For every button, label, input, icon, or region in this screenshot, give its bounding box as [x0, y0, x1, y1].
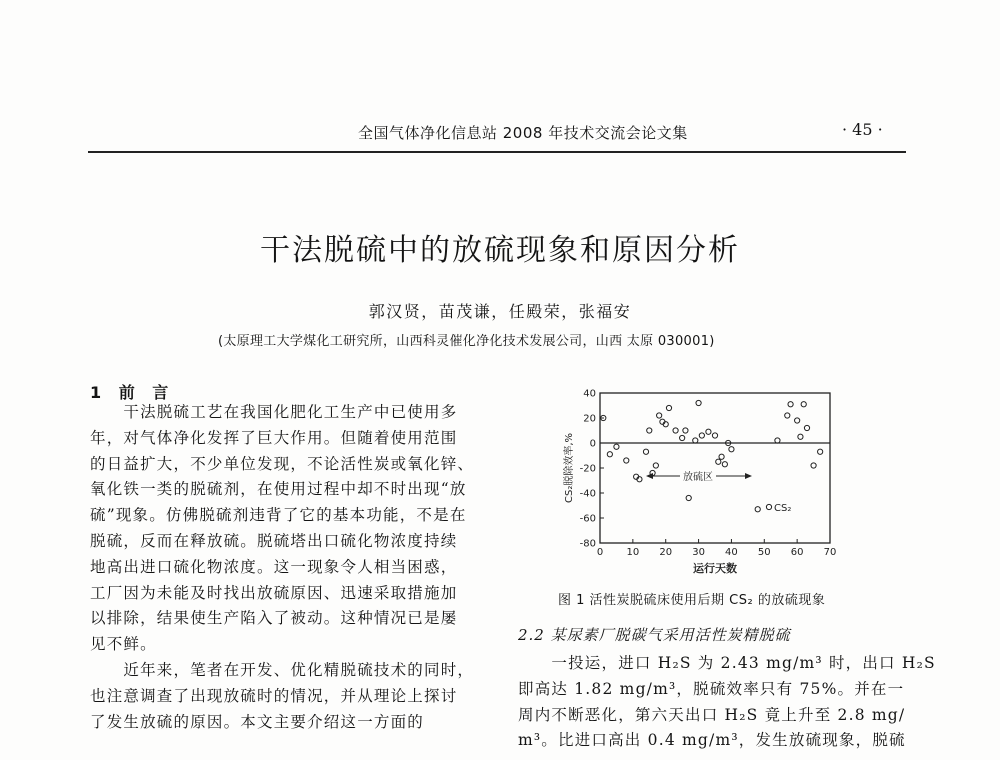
- figure-1-chart: [550, 385, 850, 585]
- annotation-arrowhead-right: [745, 473, 752, 479]
- data-point: [811, 463, 816, 468]
- data-point: [712, 433, 717, 438]
- body-text-left-column: [90, 400, 474, 735]
- x-tick-label: 20: [659, 547, 673, 558]
- x-tick-label: 40: [725, 547, 738, 558]
- section-heading-2-2: 2.2 某尿素厂脱碳气采用活性炭精脱硫: [518, 626, 791, 644]
- data-point: [643, 449, 648, 454]
- section-heading-introduction: 1 前 言: [90, 383, 175, 402]
- x-tick-label: 30: [692, 547, 705, 558]
- data-point: [680, 435, 685, 440]
- data-point: [683, 428, 688, 433]
- data-point: [607, 452, 612, 457]
- legend: [766, 503, 791, 514]
- y-tick-label: 0: [589, 438, 596, 450]
- data-point: [614, 444, 619, 449]
- data-point: [653, 463, 658, 468]
- data-point: [775, 438, 780, 443]
- text-line: 氧化铁一类的脱硫剂，在使用过程中却不时出现“放: [90, 480, 467, 499]
- x-tick-label: 70: [823, 547, 837, 558]
- data-point: [801, 402, 806, 407]
- figure-1-caption: 图 1 活性炭脱硫床使用后期 CS₂ 的放硫现象: [558, 593, 826, 608]
- data-point: [795, 418, 800, 423]
- y-axis-label: CS₂脱除效率,%: [564, 432, 575, 504]
- y-tick-label: 40: [583, 388, 596, 400]
- data-point: [798, 434, 803, 439]
- y-tick-label: -20: [579, 463, 596, 475]
- data-point: [696, 400, 701, 405]
- annotation-label: 放硫区: [683, 472, 713, 483]
- text-line: 也注意调查了出现放硫时的情况，并从理论上探讨: [90, 686, 458, 705]
- release-zone-annotation: [646, 470, 752, 483]
- legend-label: CS₂: [774, 503, 792, 514]
- data-point: [719, 454, 724, 459]
- y-tick-label: 20: [583, 413, 596, 425]
- data-point: [785, 413, 790, 418]
- text-line: 了发生放硫的原因。本文主要介绍这一方面的: [90, 712, 425, 731]
- text-line: 年，对气体净化发挥了巨大作用。但随着使用范围: [90, 428, 458, 447]
- paper-title: 干法脱硫中的放硫现象和原因分析: [260, 233, 740, 268]
- x-tick-label: 0: [596, 547, 604, 558]
- data-point: [686, 495, 691, 500]
- x-axis-label: 运行天数: [693, 562, 737, 575]
- y-tick-label: -40: [579, 488, 596, 500]
- text-line: 以排除，结果使生产陷入了被动。这种情况已是屡: [90, 609, 458, 628]
- plot-frame: [600, 393, 830, 543]
- data-point: [804, 425, 809, 430]
- text-line: 见不鲜。: [90, 635, 157, 654]
- data-point: [818, 449, 823, 454]
- data-point: [624, 458, 629, 463]
- data-point: [755, 507, 760, 512]
- text-line: 地高出进口硫化物浓度。这一现象令人相当困惑，: [90, 557, 458, 576]
- data-point: [722, 462, 727, 467]
- data-point: [729, 447, 734, 452]
- x-tick-label: 60: [790, 547, 804, 558]
- data-point: [647, 428, 652, 433]
- running-header-title: 全国气体净化信息站 2008 年技术交流会论文集: [358, 124, 688, 142]
- paper-authors: 郭汉贤，苗茂谦，任殿荣，张福安: [368, 302, 632, 321]
- text-line: 硫”现象。仿佛脱硫剂违背了它的基本功能，不是在: [90, 506, 467, 525]
- text-line: 干法脱硫工艺在我国化肥化工生产中已使用多: [90, 403, 458, 421]
- body-text-right-column: [518, 651, 936, 754]
- text-line: 近年来，笔者在开发、优化精脱硫技术的同时，: [90, 660, 475, 679]
- annotation-arrowhead-left: [646, 473, 653, 479]
- paper-affiliation: (太原理工大学煤化工研究所，山西科灵催化净化技术发展公司，山西 太原 030001): [218, 334, 715, 349]
- data-point: [788, 402, 793, 407]
- data-point: [699, 433, 704, 438]
- y-tick-label: -60: [579, 513, 596, 525]
- text-line: 周内不断恶化，第六天出口 H₂S 竟上升至 2.8 mg/: [518, 705, 906, 724]
- data-point: [706, 429, 711, 434]
- x-tick-label: 10: [626, 547, 640, 558]
- data-point: [657, 413, 662, 418]
- text-line: 的日益扩大，不少单位发现，不论活性炭或氧化锌、: [90, 454, 475, 473]
- page-number: · 45 ·: [842, 120, 883, 139]
- data-point: [673, 428, 678, 433]
- data-point: [693, 438, 698, 443]
- data-point: [666, 405, 671, 410]
- data-point: [716, 459, 721, 464]
- legend-marker: [766, 504, 771, 509]
- text-line: 工厂因为未能及时找出放硫原因、迅速采取措施加: [90, 583, 458, 602]
- x-tick-label: 50: [757, 547, 771, 558]
- text-line: 脱硫，反而在释放硫。脱硫塔出口硫化物浓度持续: [90, 531, 458, 550]
- text-line: m³。比进口高出 0.4 mg/m³，发生放硫现象，脱硫: [518, 731, 906, 750]
- header-rule: [88, 151, 906, 153]
- y-tick-label: -80: [579, 538, 596, 550]
- text-line: 一投运，进口 H₂S 为 2.43 mg/m³ 时，出口 H₂S: [518, 654, 936, 672]
- text-line: 即高达 1.82 mg/m³，脱硫效率只有 75%。并在一: [518, 679, 905, 698]
